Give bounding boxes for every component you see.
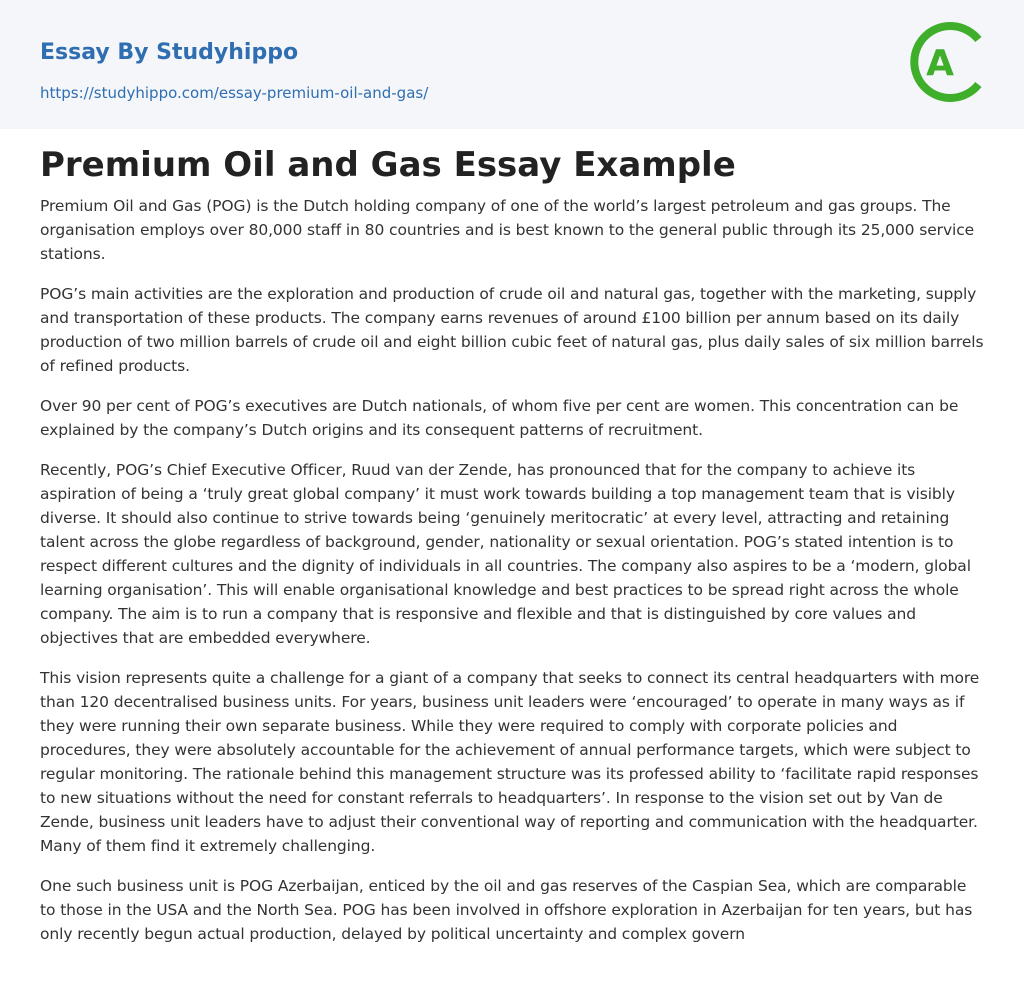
studyhippo-logo-icon[interactable] (910, 18, 988, 108)
essay-body (40, 194, 986, 962)
essay-paragraph: This vision represents quite a challenge for a giant of a company that seeks to connect its central headquarters with more than 120 decentralised business units. For years, business unit leaders were ‘encouraged’ to operate in many ways as if they were running their own separate business. While they were required to comply with corporate policies and procedures, they were absolutely accountable for the achievement of annual performance targets, which were subject to regular monitoring. The rationale behind this management structure was its professed ability to ‘facilitate rapid responses to new situations without the need for constant referrals to headquarters’. In response to the vision set out by Van de Zende, business unit leaders have to adjust their conventional way of reporting and communication with the headquarter. Many of them find it extremely challenging. (40, 669, 980, 855)
essay-paragraph: POG’s main activities are the exploration and production of crude oil and natural gas, together with the marketing, supply and transportation of these products. The company earns revenues of around £100 billion per annum based on its daily production of two million barrels of crude oil and eight billion cubic feet of natural gas, plus daily sales of six million barrels of refined products. (40, 285, 984, 375)
logo-letter: A (926, 43, 954, 84)
essay-paragraph: Over 90 per cent of POG’s executives are Dutch nationals, of whom five per cent are women. This concentration can be explained by the company’s Dutch origins and its consequent patterns of recruitment. (40, 397, 959, 439)
essay-paragraph: Recently, POG’s Chief Executive Officer, Ruud van der Zende, has pronounced that for the company to achieve its aspiration of being a ‘truly great global company’ it must work towards building a top management team that is visibly diverse. It should also continue to strive towards being ‘genuinely meritocratic’ at every level, attracting and retaining talent across the globe regardless of background, gender, nationality or sexual orientation. POG’s stated intention is to respect different cultures and the dignity of individuals in all countries. The company also aspires to be a ‘modern, global learning organisation’. This will enable organisational knowledge and best practices to be spread right across the whole company. The aim is to run a company that is responsive and flexible and that is distinguished by core values and objectives that are embedded everywhere. (40, 461, 971, 647)
page-url-link[interactable]: https://studyhippo.com/essay-premium-oil-and-gas/ (40, 84, 429, 102)
page-title: Premium Oil and Gas Essay Example (40, 145, 736, 185)
site-header (0, 0, 1024, 129)
site-title[interactable]: Essay By Studyhippo (40, 40, 299, 65)
essay-paragraph: Premium Oil and Gas (POG) is the Dutch holding company of one of the world’s largest petroleum and gas groups. The organisation employs over 80,000 staff in 80 countries and is best known to the general public through its 25,000 service stations. (40, 197, 975, 263)
essay-paragraph: One such business unit is POG Azerbaijan, enticed by the oil and gas reserves of the Caspian Sea, which are comparable to those in the USA and the North Sea. POG has been involved in offshore exploration in Azerbaijan for ten years, but has only recently begun actual production, delayed by political uncertainty and complex govern (40, 877, 973, 943)
